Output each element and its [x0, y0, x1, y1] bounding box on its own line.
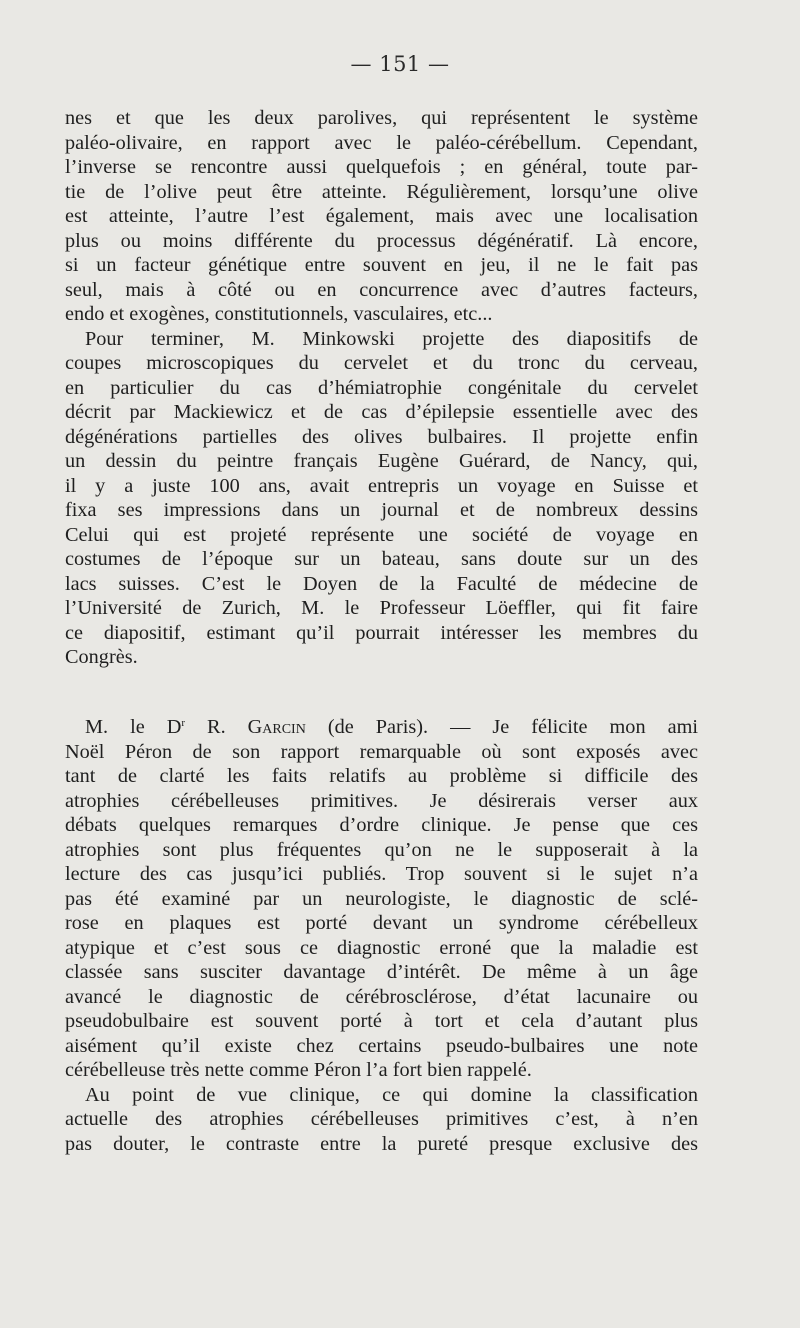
speaker-initial: R.	[185, 716, 248, 738]
paragraph-1-line: paléo-olivaire, en rapport avec le paléo-cérébellum. Cependant,	[65, 131, 698, 154]
speaker-name: Garcin	[247, 716, 306, 738]
paragraph-3-line-0	[65, 715, 698, 740]
paragraph-1-line: seul, mais à côté ou en concurrence avec d’autres facteurs,	[65, 278, 698, 301]
paragraph-3-line: atrophies sont plus fréquentes qu’on ne le supposerait à la	[65, 838, 698, 861]
text-block-lower	[65, 715, 698, 1156]
paragraph-4-line: actuelle des atrophies cérébelleuses primitives c’est, à n’en	[65, 1108, 698, 1130]
paragraph-4	[65, 1083, 698, 1157]
paragraph-2-line: Pour terminer, M. Minkowski projette des diapositifs de	[85, 327, 698, 350]
paragraph-2-line: en particulier du cas d’hémiatrophie congénitale du cervelet	[65, 376, 698, 399]
paragraph-3-line: pseudobulbaire est souvent porté à tort et cela d’autant plus	[65, 1010, 698, 1032]
paragraph-2-line: dégénérations partielles des olives bulbaires. Il projette enfin	[65, 425, 698, 448]
paragraph-2-line: coupes microscopiques du cervelet et du tronc du cerveau,	[65, 352, 698, 374]
paragraph-1-line: l’inverse se rencontre aussi quelquefois ; en général, toute par-	[65, 156, 698, 178]
paragraph-2-line: Celui qui est projeté représente une société de voyage en	[65, 523, 698, 546]
paragraph-1-line: nes et que les deux parolives, qui représentent le système	[65, 107, 698, 129]
paragraph-4-line: pas douter, le contraste entre la pureté presque exclusive des	[65, 1132, 698, 1155]
page-number: — 151 —	[350, 52, 450, 76]
text-block-upper	[65, 106, 698, 670]
paragraph-3-line: avancé le diagnostic de cérébrosclérose, d’état lacunaire ou	[65, 985, 698, 1008]
paragraph-3-line: Noël Péron de son rapport remarquable où sont exposés avec	[65, 740, 698, 763]
paragraph-4-line: Au point de vue clinique, ce qui domine la classification	[85, 1083, 698, 1106]
paragraph-2-line: l’Université de Zurich, M. le Professeur Löeffler, qui fit faire	[65, 597, 698, 619]
paragraph-3-line: pas été examiné par un neurologiste, le diagnostic de sclé-	[65, 887, 698, 910]
paragraph-3-line: rose en plaques est porté devant un syndrome cérébelleux	[65, 912, 698, 934]
paragraph-3-line: cérébelleuse très nette comme Péron l’a fort bien rappelé.	[65, 1059, 532, 1081]
paragraph-3-line: tant de clarté les faits relatifs au problème si difficile des	[65, 765, 698, 787]
paragraph-2-line: un dessin du peintre français Eugène Guérard, de Nancy, qui,	[65, 450, 698, 472]
paragraph-3-line: débats quelques remarques d’ordre clinique. Je pense que ces	[65, 814, 698, 836]
paragraph-3-line: atrophies cérébelleuses primitives. Je désirerais verser aux	[65, 789, 698, 812]
paragraph-1-line: si un facteur génétique entre souvent en jeu, il ne le fait pas	[65, 254, 698, 276]
paragraph-2-line: il y a juste 100 ans, avait entrepris un voyage en Suisse et	[65, 474, 698, 497]
paragraph-3	[65, 715, 698, 1083]
speaker-prefix: M. le D	[85, 716, 182, 738]
paragraph-3-line: lecture des cas jusqu’ici publiés. Trop souvent si le sujet n’a	[65, 863, 698, 885]
paragraph-2-line: lacs suisses. C’est le Doyen de la Faculté de médecine de	[65, 572, 698, 595]
speaker-sup: r	[181, 717, 186, 729]
paragraph-2-line: costumes de l’époque sur un bateau, sans doute sur un des	[65, 548, 698, 570]
paragraph-3-line: classée sans susciter davantage d’intérêt. De même à un âge	[65, 961, 698, 983]
paragraph-2-line: Congrès.	[65, 646, 138, 668]
paragraph-1-line: est atteinte, l’autre l’est également, mais avec une localisation	[65, 205, 698, 227]
first-line-rest: (de Paris). — Je félicite mon ami	[305, 716, 698, 738]
paragraph-2-line: ce diapositif, estimant qu’il pourrait intéresser les membres du	[65, 621, 698, 644]
paragraph-3-line: aisément qu’il existe chez certains pseudo-bulbaires une note	[65, 1034, 698, 1057]
paragraph-2	[65, 327, 698, 670]
paragraph-1-line: endo et exogènes, constitutionnels, vasculaires, etc...	[65, 303, 493, 325]
paragraph-3-line: atypique et c’est sous ce diagnostic erroné que la maladie est	[65, 936, 698, 959]
paragraph-2-line: fixa ses impressions dans un journal et de nombreux dessins	[65, 499, 698, 521]
paragraph-1-line: plus ou moins différente du processus dégénératif. Là encore,	[65, 229, 698, 252]
paragraph-1	[65, 106, 698, 327]
paragraph-2-line: décrit par Mackiewicz et de cas d’épilepsie essentielle avec des	[65, 401, 698, 423]
paragraph-1-line: tie de l’olive peut être atteinte. Régulièrement, lorsqu’une olive	[65, 180, 698, 203]
